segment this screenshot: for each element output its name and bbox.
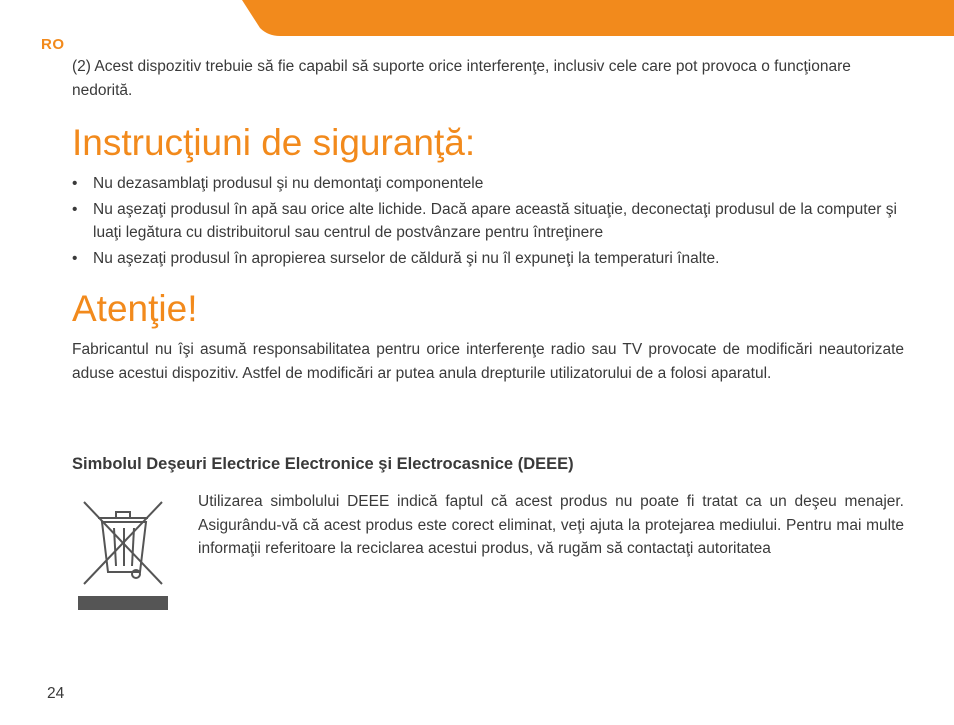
bullet-icon: • bbox=[72, 175, 78, 192]
intro-paragraph: (2) Acest dispozitiv trebuie să fie capabil să suporte orice interferenţe, inclusiv cele care pot provoca o funcţionare nedorită. bbox=[72, 58, 851, 99]
page-number: 24 bbox=[47, 685, 65, 702]
list-item bbox=[72, 198, 904, 245]
safety-list bbox=[72, 172, 904, 272]
language-tag: RO bbox=[41, 36, 65, 53]
deee-heading: Simbolul Deşeuri Electrice Electronice şi Electrocasnice (DEEE) bbox=[72, 455, 574, 473]
bullet-icon: • bbox=[72, 249, 78, 267]
list-item-text: Nu dezasamblaţi produsul şi nu demontaţi componentele bbox=[93, 175, 484, 192]
list-item-text: Nu aşezaţi produsul în apă sau orice alte lichide. Dacă apare această situaţie, deconectaţi produsul de la computer şi luaţi legătura cu distribuitorul sau centrul de postvânzare pentru întreţinere bbox=[93, 200, 897, 241]
list-item-text: Nu aşezaţi produsul în apropierea surselor de căldură şi nu îl expuneţi la temperaturi înalte. bbox=[93, 249, 720, 267]
header-accent-bar bbox=[242, 0, 954, 36]
list-item bbox=[72, 172, 904, 196]
bullet-icon: • bbox=[72, 200, 78, 218]
deee-paragraph: Utilizarea simbolului DEEE indică faptul că acest produs nu poate fi tratat ca un deşeu menajer. Asigurându-vă că acest produs este corect eliminat, veţi ajuta la protejarea mediului. Pentru mai multe informaţii referitoare la reciclarea acestui produs, vă rugăm să contactaţi autoritatea bbox=[198, 493, 904, 557]
attention-heading: Atenţie! bbox=[72, 288, 198, 329]
crossed-out-wheeled-bin-icon bbox=[78, 492, 168, 612]
safety-heading: Instrucţiuni de siguranţă: bbox=[72, 122, 476, 163]
attention-paragraph: Fabricantul nu îşi asumă responsabilitatea pentru orice interferenţe radio sau TV provocate de modificări neautorizate aduse acestui dispozitiv. Astfel de modificări ar putea anula drepturile utilizatorului de a folosi aparatul. bbox=[72, 341, 904, 382]
accent-bar-shape bbox=[242, 0, 954, 36]
list-item bbox=[72, 247, 904, 271]
